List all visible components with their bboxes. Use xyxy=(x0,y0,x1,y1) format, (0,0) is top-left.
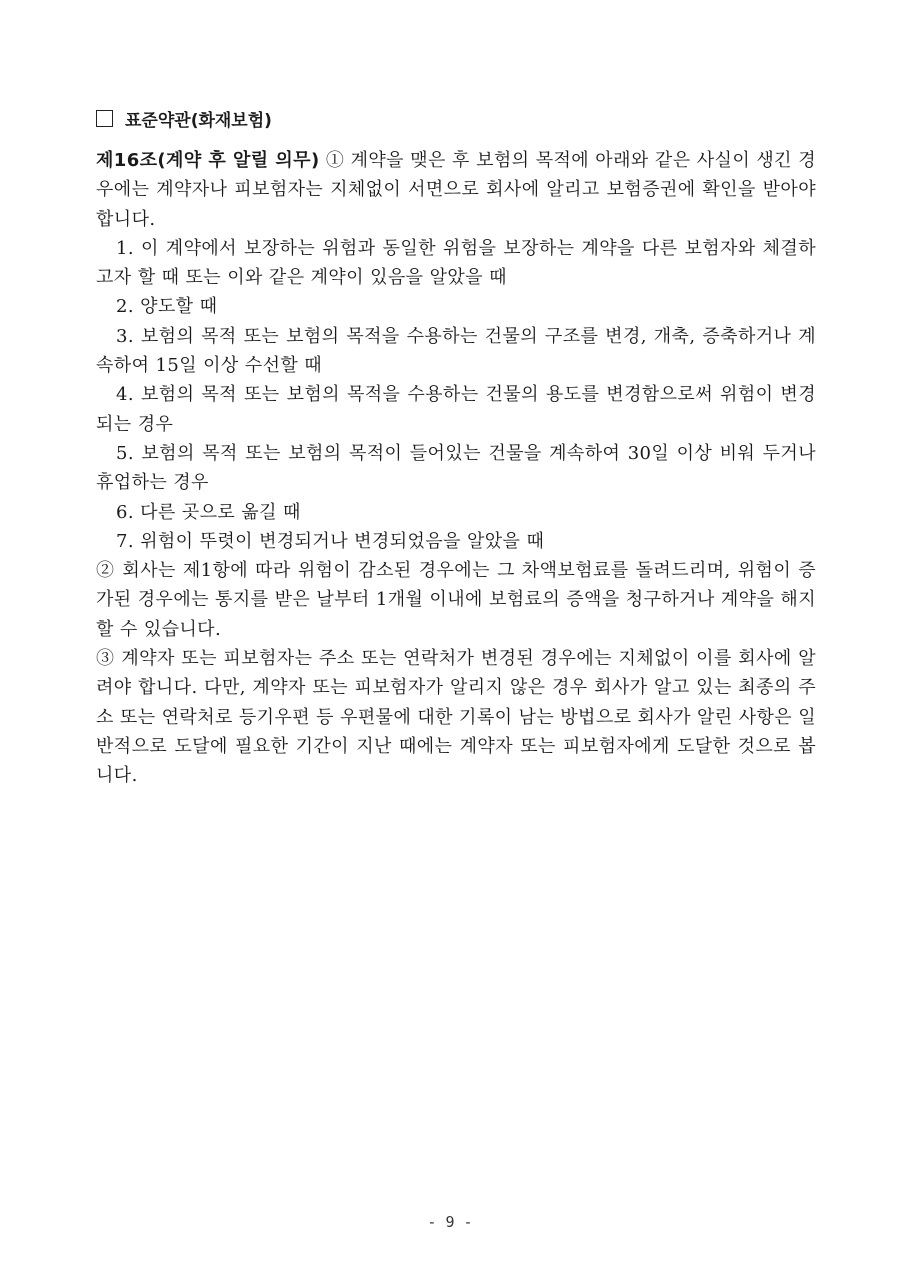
list-item xyxy=(96,498,816,527)
article-body xyxy=(96,146,816,791)
checkbox-icon xyxy=(96,110,113,127)
list-item xyxy=(96,322,816,381)
list-item xyxy=(96,439,816,498)
article-paragraph-1 xyxy=(96,146,816,234)
page-number: - 9 - xyxy=(427,1213,473,1231)
document-page xyxy=(96,100,816,791)
section-heading-text: 표준약관(화재보험) xyxy=(125,110,272,131)
list-item-text: 6. 다른 곳으로 옮길 때 xyxy=(116,501,301,523)
list-item xyxy=(96,527,816,556)
article-title: 제16조(계약 후 알릴 의무) xyxy=(96,150,320,171)
list-item-text: 5. 보험의 목적 또는 보험의 목적이 들어있는 건물을 계속하여 30일 이상 비워 두거나 휴업하는 경우 xyxy=(96,442,816,494)
list-item xyxy=(96,292,816,321)
article-paragraph-2: ② 회사는 제1항에 따라 위험이 감소된 경우에는 그 차액보험료를 돌려드리며, 위험이 증가된 경우에는 통지를 받은 날부터 1개월 이내에 보험료의 증액을 청구하거나 계약을 해지할 수 있습니다. xyxy=(96,560,816,640)
list-item-text: 7. 위험이 뚜렷이 변경되거나 변경되었음을 알았을 때 xyxy=(116,530,545,552)
list-item xyxy=(96,234,816,293)
list-item-text: 4. 보험의 목적 또는 보험의 목적을 수용하는 건물의 용도를 변경함으로써 위험이 변경되는 경우 xyxy=(96,384,816,435)
list-item-text: 2. 양도할 때 xyxy=(116,296,218,318)
list-item-text: 3. 보험의 목적 또는 보험의 목적을 수용하는 건물의 구조를 변경, 개축, 증축하거나 계속하여 15일 이상 수선할 때 xyxy=(96,325,816,377)
list-item xyxy=(96,380,816,439)
article-paragraph-3: ③ 계약자 또는 피보험자는 주소 또는 연락처가 변경된 경우에는 지체없이 이를 회사에 알려야 합니다. 다만, 계약자 또는 피보험자가 알리지 않은 경우 회사가 알고 있는 최종의 주소 또는 연락처로 등기우편 등 우편물에 대한 기록이 남는 방법으로 회사가 알린 사항은 일반적으로 도달에 필요한 기간이 지난 때에는 계약자 또는 피보험자에게 도달한 것으로 봅니다. xyxy=(96,648,816,787)
list-item-text: 1. 이 계약에서 보장하는 위험과 동일한 위험을 보장하는 계약을 다른 보험자와 체결하고자 할 때 또는 이와 같은 계약이 있음을 알았을 때 xyxy=(96,237,816,289)
section-heading xyxy=(96,100,816,136)
paragraph-1-text: ① 계약을 맺은 후 보험의 목적에 아래와 같은 사실이 생긴 경우에는 계약자나 피보험자는 지체없이 서면으로 회사에 알리고 보험증권에 확인을 받아야 합니다. xyxy=(96,150,816,230)
